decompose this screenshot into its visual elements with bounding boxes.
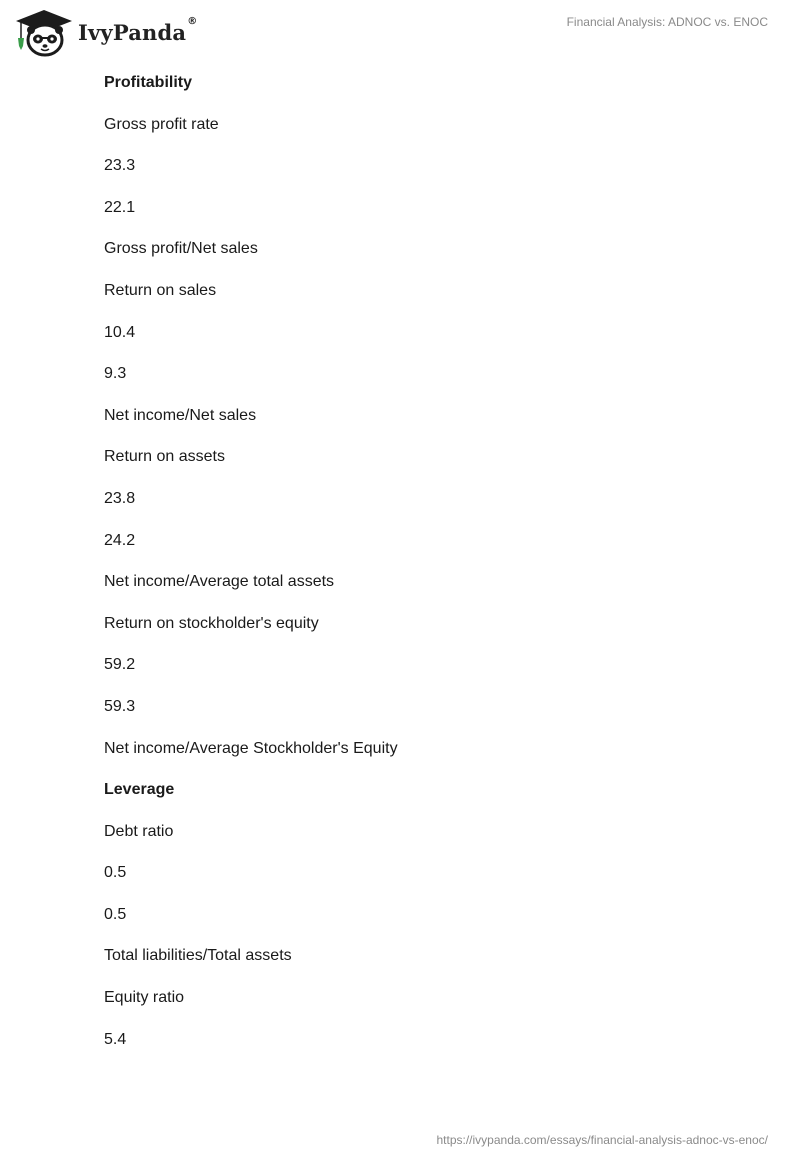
ratio-formula: Total liabilities/Total assets — [104, 947, 292, 965]
ratio-formula: Net income/Net sales — [104, 406, 257, 424]
ratio-name: Return on stockholder's equity — [104, 614, 319, 632]
ratio-formula: Net income/Average total assets — [104, 573, 335, 591]
ratio-value: 0.5 — [104, 905, 127, 923]
ratio-formula: Net income/Average Stockholder's Equity — [104, 739, 398, 757]
page-header — [0, 0, 800, 64]
panda-logo-icon — [14, 8, 74, 58]
ratio-value: 5.4 — [104, 1030, 127, 1048]
section-heading-profitability: Profitability — [104, 74, 193, 91]
ratio-value: 10.4 — [104, 323, 136, 341]
ratio-value: 23.3 — [104, 157, 136, 175]
ratio-value: 23.8 — [104, 489, 136, 507]
ratio-value: 0.5 — [104, 864, 127, 882]
section-heading-leverage: Leverage — [104, 781, 175, 799]
brand-name: IvyPanda® — [78, 15, 198, 45]
ratio-formula: Gross profit/Net sales — [104, 240, 258, 258]
ratio-value: 59.2 — [104, 656, 136, 674]
ivypanda-logo[interactable] — [14, 8, 197, 58]
ratio-value: 22.1 — [104, 198, 136, 216]
document-title: Financial Analysis: ADNOC vs. ENOC — [566, 15, 768, 29]
ratio-value: 9.3 — [104, 365, 127, 383]
registered-mark: ® — [187, 15, 198, 27]
ratio-name: Equity ratio — [104, 989, 185, 1007]
ratio-value: 59.3 — [104, 697, 136, 715]
ratio-name: Gross profit rate — [104, 115, 219, 133]
ratio-name: Debt ratio — [104, 822, 174, 840]
ratio-name: Return on assets — [104, 448, 225, 466]
source-url[interactable]: https://ivypanda.com/essays/financial-analysis-adnoc-vs-enoc/ — [436, 1133, 768, 1147]
ratio-value: 24.2 — [104, 531, 136, 549]
ratio-name: Return on sales — [104, 281, 217, 299]
table-content-list — [104, 62, 744, 1060]
